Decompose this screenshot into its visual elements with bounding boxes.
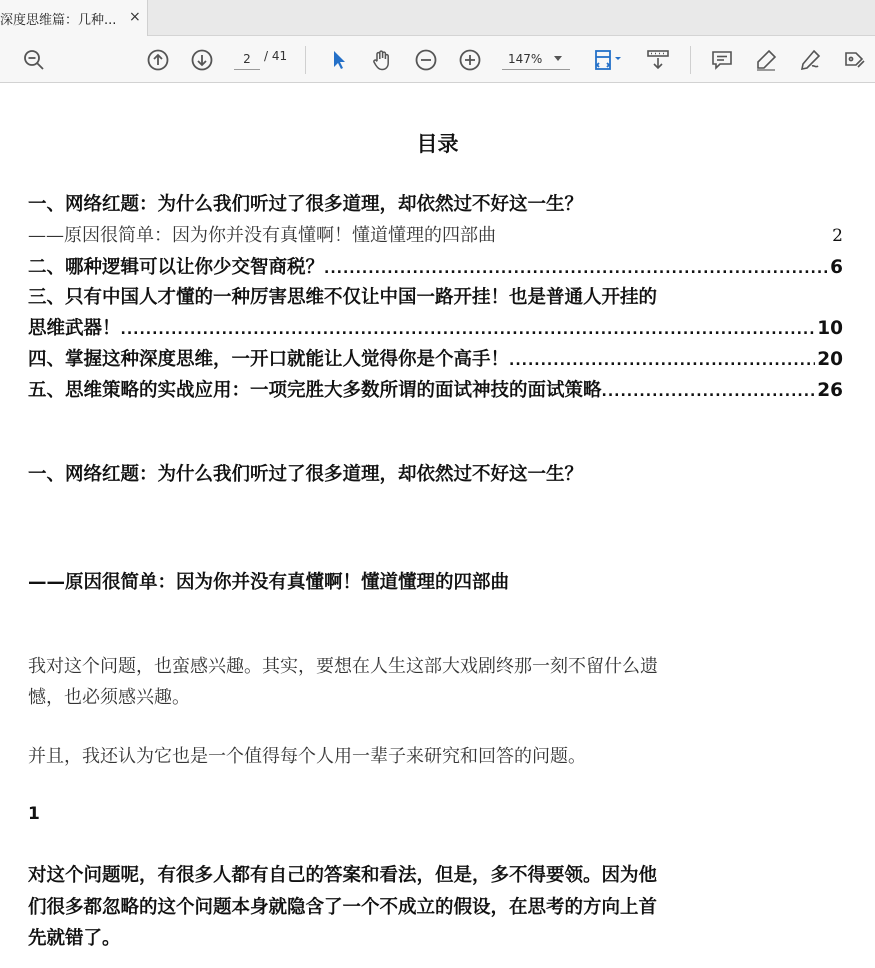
paragraph-line: 憾，也必须感兴趣。 bbox=[28, 687, 190, 708]
zoom-level-select[interactable]: 147% bbox=[502, 48, 570, 70]
toc-entry-1-line2: ——原因很简单：因为你并没有真懂啊！懂道懂理的四部曲 bbox=[28, 225, 496, 246]
paragraph-line: 对这个问题呢，有很多人都有自己的答案和看法，但是，多不得要领。因为他 bbox=[28, 865, 658, 886]
scroll-mode-icon[interactable] bbox=[645, 47, 671, 73]
toc-page-number: 26 bbox=[817, 380, 843, 401]
toc-entry-5[interactable] bbox=[28, 376, 843, 402]
paragraph-line: 我对这个问题，也蛮感兴趣。其实，要想在人生这部大戏剧终那一刻不留什么遗 bbox=[28, 656, 658, 677]
toc-entry-3-line1[interactable]: 三、只有中国人才懂的一种厉害思维不仅让中国一路开挂！也是普通人开挂的 bbox=[28, 287, 658, 308]
pdf-page bbox=[0, 84, 875, 968]
toc-entry-3[interactable] bbox=[28, 314, 843, 340]
page-fit-icon[interactable] bbox=[590, 47, 626, 73]
toc-entry-1-line1[interactable]: 一、网络红题：为什么我们听过了很多道理，却依然过不好这一生？ bbox=[28, 194, 584, 215]
paragraph: 并且，我还认为它也是一个值得每个人用一辈子来研究和回答的问题。 bbox=[28, 746, 586, 767]
toc-page-number: 10 bbox=[817, 318, 843, 339]
toc-entry-label: 四、掌握这种深度思维，一开口就能让人觉得你是个高手！ bbox=[28, 349, 510, 370]
section-number: 1 bbox=[28, 804, 40, 824]
section-subheading: ——原因很简单：因为你并没有真懂啊！懂道懂理的四部曲 bbox=[28, 572, 510, 593]
draw-pen-icon[interactable] bbox=[797, 47, 823, 73]
toc-title: 目录 bbox=[416, 132, 459, 156]
toc-entry-label: 二、哪种逻辑可以让你少交智商税？ bbox=[28, 257, 325, 278]
next-page-icon[interactable] bbox=[189, 47, 215, 73]
zoom-search-icon[interactable] bbox=[21, 47, 47, 73]
previous-page-icon[interactable] bbox=[145, 47, 171, 73]
comment-icon[interactable] bbox=[709, 47, 735, 73]
zoom-out-icon[interactable] bbox=[413, 47, 439, 73]
toolbar-divider bbox=[305, 46, 306, 74]
zoom-in-icon[interactable] bbox=[457, 47, 483, 73]
toc-page-number: 20 bbox=[817, 349, 843, 370]
toc-entry-2[interactable] bbox=[28, 253, 843, 279]
toc-leader-dots bbox=[121, 322, 816, 338]
zoom-dropdown-caret-icon[interactable] bbox=[554, 56, 562, 61]
toc-leader-dots bbox=[509, 353, 815, 369]
toc-entry-1[interactable] bbox=[28, 221, 843, 247]
document-tab[interactable] bbox=[0, 0, 148, 36]
pdf-toolbar bbox=[0, 36, 875, 83]
page-number-input[interactable]: 2 bbox=[234, 48, 260, 70]
paragraph-line: 先就错了。 bbox=[28, 928, 121, 949]
more-tools-icon[interactable] bbox=[841, 47, 867, 73]
tab-close-icon[interactable]: × bbox=[129, 9, 141, 25]
toc-page-number: 2 bbox=[832, 226, 843, 246]
tab-title: 深度思维篇：几种... bbox=[0, 13, 117, 28]
section-heading: 一、网络红题：为什么我们听过了很多道理，却依然过不好这一生？ bbox=[28, 464, 584, 485]
highlighter-icon[interactable] bbox=[753, 47, 779, 73]
toc-leader-dots bbox=[324, 261, 828, 277]
select-cursor-icon[interactable] bbox=[325, 47, 351, 73]
toc-entry-label: 思维武器！ bbox=[28, 318, 121, 339]
page-total: / 41 bbox=[264, 49, 288, 63]
toc-entry-4[interactable] bbox=[28, 345, 843, 371]
toc-entry-label: 五、思维策略的实战应用：一项完胜大多数所谓的面试神技的面试策略 bbox=[28, 380, 602, 401]
tab-bar bbox=[0, 0, 875, 36]
toc-leader-dots bbox=[602, 384, 816, 400]
toolbar-divider bbox=[690, 46, 691, 74]
toc-page-number: 6 bbox=[830, 257, 843, 278]
hand-tool-icon[interactable] bbox=[369, 47, 395, 73]
paragraph-line: 们很多都忽略的这个问题本身就隐含了一个不成立的假设，在思考的方向上首 bbox=[28, 897, 658, 918]
